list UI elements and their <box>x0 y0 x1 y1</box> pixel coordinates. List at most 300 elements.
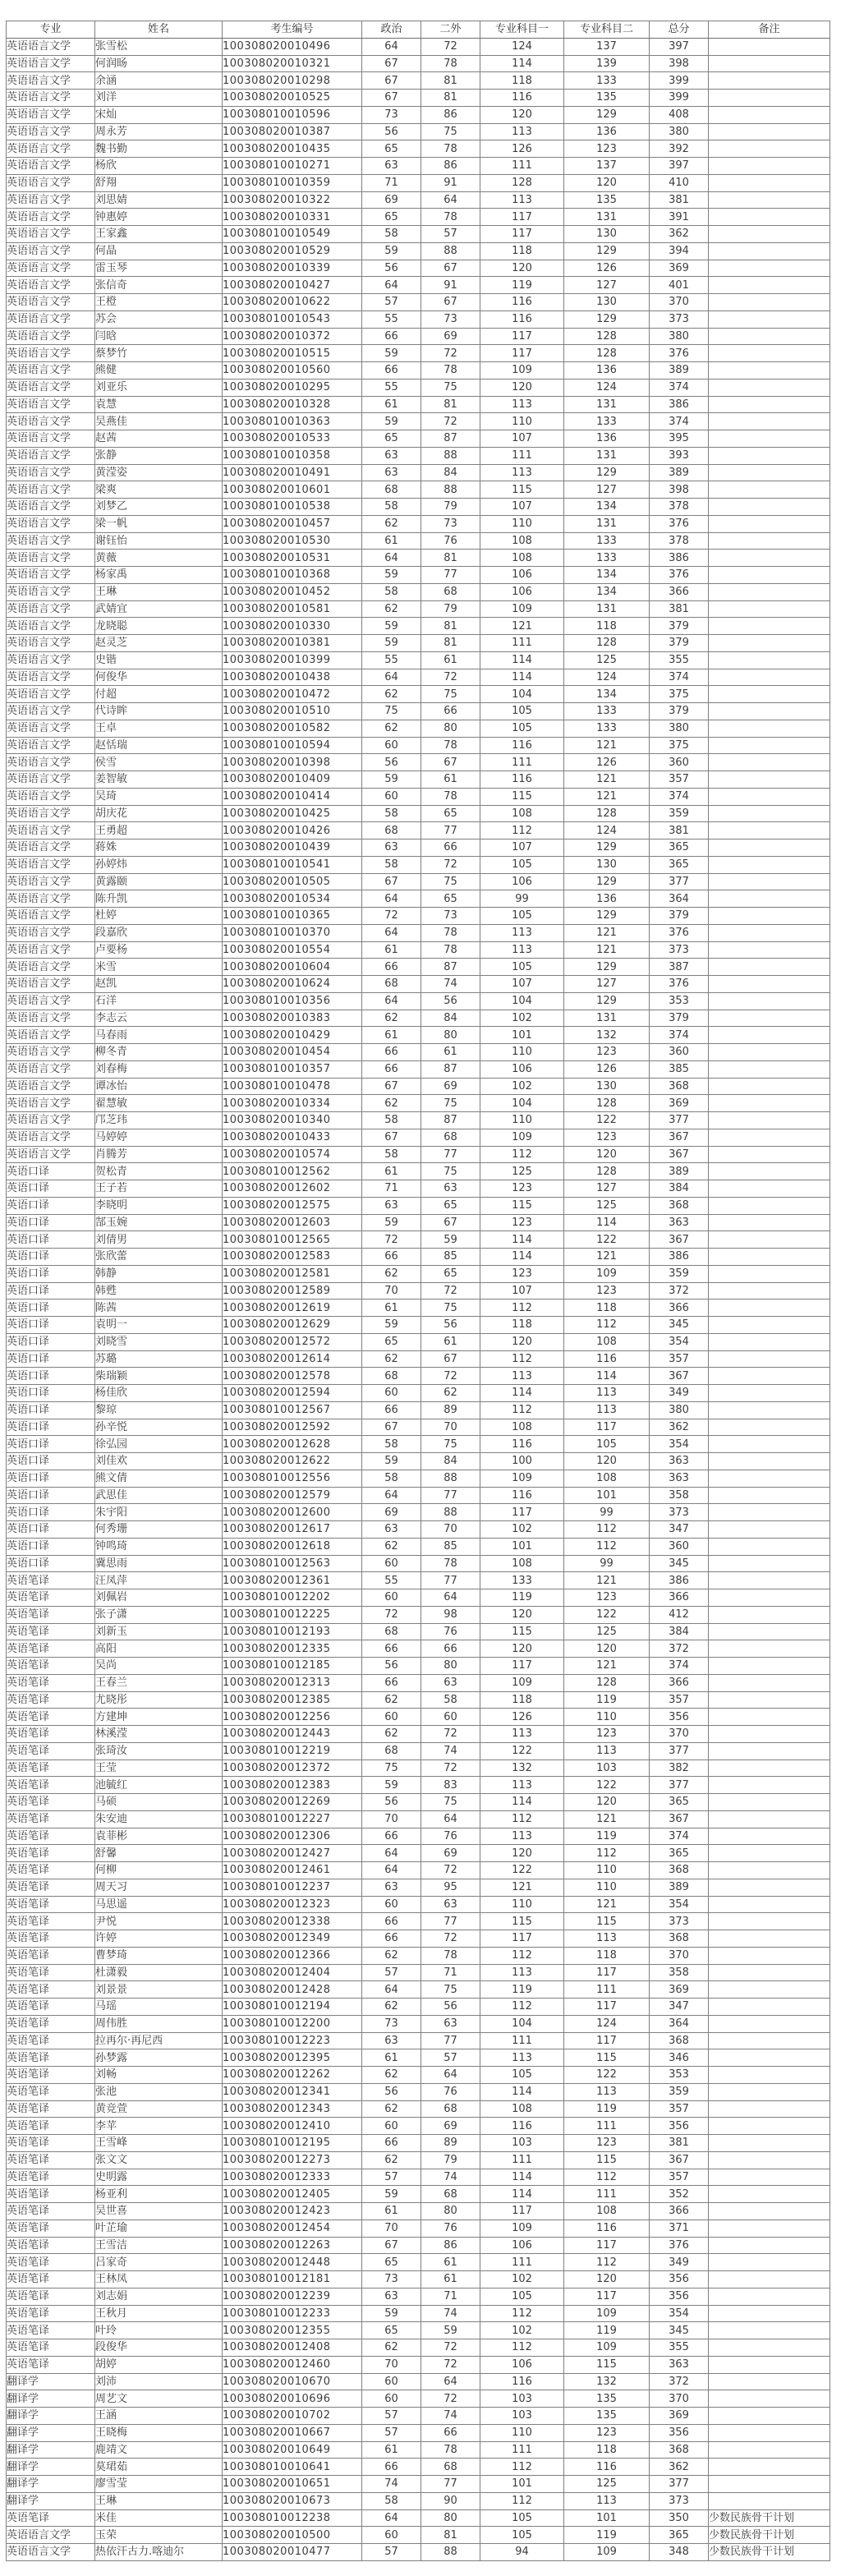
cell-candidate-id: 100308020012617 <box>223 1521 362 1539</box>
cell-second-foreign-language: 83 <box>421 1777 480 1794</box>
cell-name: 尤晓彤 <box>95 1691 223 1709</box>
cell-second-foreign-language: 91 <box>421 277 480 294</box>
cell-politics: 56 <box>362 260 421 277</box>
cell-politics: 62 <box>362 2100 421 2118</box>
cell-subject-two: 128 <box>564 635 650 652</box>
cell-subject-one: 111 <box>480 2151 564 2169</box>
cell-candidate-id: 100308020010426 <box>223 822 362 840</box>
table-row <box>7 1060 830 1078</box>
cell-politics: 65 <box>362 2322 421 2339</box>
cell-remark <box>709 1760 830 1777</box>
cell-candidate-id: 100308010010541 <box>223 856 362 873</box>
cell-politics: 64 <box>362 890 421 908</box>
cell-politics: 58 <box>362 805 421 822</box>
cell-subject-two: 121 <box>564 788 650 805</box>
cell-major: 英语语言文学 <box>7 669 95 686</box>
cell-second-foreign-language: 85 <box>421 1249 480 1266</box>
cell-subject-two: 136 <box>564 890 650 908</box>
cell-remark <box>709 158 830 175</box>
cell-candidate-id: 100308020012423 <box>223 2203 362 2220</box>
cell-politics: 60 <box>362 1896 421 1913</box>
cell-total-score: 365 <box>650 840 709 857</box>
table-row <box>7 515 830 532</box>
table-row <box>7 1470 830 1487</box>
cell-second-foreign-language: 87 <box>421 959 480 976</box>
cell-second-foreign-language: 72 <box>421 345 480 362</box>
cell-subject-two: 122 <box>564 1606 650 1623</box>
cell-total-score: 356 <box>650 2118 709 2135</box>
cell-total-score: 389 <box>650 362 709 380</box>
table-row <box>7 1010 830 1027</box>
table-row <box>7 2220 830 2237</box>
cell-politics: 62 <box>362 2339 421 2357</box>
cell-subject-two: 121 <box>564 941 650 959</box>
cell-subject-two: 121 <box>564 924 650 941</box>
cell-politics: 66 <box>362 1401 421 1419</box>
cell-major: 英语语言文学 <box>7 959 95 976</box>
cell-remark <box>709 2186 830 2203</box>
cell-subject-one: 102 <box>480 1010 564 1027</box>
cell-major: 英语口译 <box>7 1487 95 1504</box>
cell-candidate-id: 100308020010560 <box>223 362 362 380</box>
cell-second-foreign-language: 72 <box>421 1368 480 1385</box>
cell-subject-two: 136 <box>564 123 650 140</box>
cell-name: 张子潇 <box>95 1606 223 1623</box>
cell-total-score: 386 <box>650 1249 709 1266</box>
cell-second-foreign-language: 75 <box>421 1095 480 1112</box>
cell-major: 英语笔译 <box>7 2135 95 2152</box>
cell-remark <box>709 669 830 686</box>
cell-subject-two: 119 <box>564 2100 650 2118</box>
cell-candidate-id: 100308020010334 <box>223 1095 362 1112</box>
cell-politics: 67 <box>362 1129 421 1146</box>
cell-politics: 66 <box>362 2135 421 2152</box>
cell-candidate-id: 100308010012181 <box>223 2271 362 2288</box>
cell-second-foreign-language: 90 <box>421 2492 480 2509</box>
cell-major: 英语语言文学 <box>7 737 95 754</box>
cell-name: 廖雪莹 <box>95 2476 223 2493</box>
cell-name: 刘志娟 <box>95 2288 223 2305</box>
cell-major: 英语笔译 <box>7 1623 95 1640</box>
cell-remark <box>709 2151 830 2169</box>
cell-second-foreign-language: 67 <box>421 294 480 311</box>
cell-total-score: 373 <box>650 1504 709 1521</box>
cell-candidate-id: 100308020010624 <box>223 976 362 993</box>
cell-second-foreign-language: 68 <box>421 1129 480 1146</box>
cell-remark <box>709 2339 830 2357</box>
cell-subject-two: 133 <box>564 550 650 567</box>
cell-name: 方建坤 <box>95 1709 223 1726</box>
cell-second-foreign-language: 98 <box>421 1606 480 1623</box>
cell-politics: 66 <box>362 328 421 345</box>
cell-total-score: 374 <box>650 1658 709 1675</box>
cell-subject-one: 114 <box>480 2186 564 2203</box>
cell-second-foreign-language: 65 <box>421 1265 480 1282</box>
cell-politics: 64 <box>362 38 421 55</box>
cell-total-score: 395 <box>650 430 709 448</box>
cell-name: 王晓梅 <box>95 2424 223 2441</box>
cell-major: 英语口译 <box>7 1385 95 1402</box>
table-row <box>7 430 830 448</box>
cell-remark <box>709 38 830 55</box>
cell-politics: 64 <box>362 277 421 294</box>
cell-major: 英语笔译 <box>7 2509 95 2527</box>
cell-remark <box>709 2322 830 2339</box>
cell-candidate-id: 100308010010370 <box>223 924 362 941</box>
cell-subject-one: 115 <box>480 788 564 805</box>
cell-candidate-id: 100308020010477 <box>223 2544 362 2561</box>
cell-candidate-id: 100308020010381 <box>223 635 362 652</box>
cell-subject-one: 118 <box>480 1317 564 1334</box>
cell-candidate-id: 100308020012629 <box>223 1317 362 1334</box>
cell-candidate-id: 100308020012581 <box>223 1265 362 1282</box>
cell-name: 杜婷 <box>95 908 223 925</box>
cell-subject-one: 112 <box>480 2339 564 2357</box>
cell-politics: 60 <box>362 1555 421 1572</box>
cell-remark <box>709 1674 830 1691</box>
cell-second-foreign-language: 68 <box>421 2186 480 2203</box>
cell-remark <box>709 822 830 840</box>
cell-total-score: 381 <box>650 600 709 618</box>
cell-subject-two: 131 <box>564 396 650 413</box>
cell-subject-two: 129 <box>564 242 650 260</box>
cell-subject-one: 116 <box>480 1487 564 1504</box>
cell-second-foreign-language: 65 <box>421 1197 480 1214</box>
cell-subject-one: 109 <box>480 2220 564 2237</box>
cell-politics: 64 <box>362 1862 421 1879</box>
table-row <box>7 1027 830 1044</box>
cell-remark <box>709 686 830 703</box>
table-row <box>7 1947 830 1964</box>
cell-subject-two: 101 <box>564 1487 650 1504</box>
cell-major: 翻译学 <box>7 2424 95 2441</box>
cell-second-foreign-language: 84 <box>421 1453 480 1470</box>
cell-second-foreign-language: 80 <box>421 1658 480 1675</box>
cell-remark <box>709 2083 830 2100</box>
cell-second-foreign-language: 77 <box>421 1572 480 1589</box>
cell-remark <box>709 2254 830 2271</box>
cell-candidate-id: 100308020012575 <box>223 1197 362 1214</box>
cell-major: 英语笔译 <box>7 2237 95 2254</box>
cell-politics: 70 <box>362 2220 421 2237</box>
cell-name: 王子若 <box>95 1180 223 1198</box>
cell-second-foreign-language: 78 <box>421 140 480 158</box>
cell-major: 英语口译 <box>7 1317 95 1334</box>
table-row <box>7 140 830 158</box>
cell-politics: 59 <box>362 2186 421 2203</box>
table-row <box>7 1146 830 1163</box>
cell-name: 魏书勤 <box>95 140 223 158</box>
cell-candidate-id: 100308020012313 <box>223 1674 362 1691</box>
cell-major: 英语口译 <box>7 1401 95 1419</box>
cell-subject-two: 124 <box>564 379 650 396</box>
cell-subject-one: 106 <box>480 2356 564 2373</box>
cell-remark <box>709 1658 830 1675</box>
cell-candidate-id: 100308010010357 <box>223 1060 362 1078</box>
cell-remark <box>709 1487 830 1504</box>
cell-name: 韩甦 <box>95 1282 223 1300</box>
cell-name: 王雪洁 <box>95 2237 223 2254</box>
cell-name: 王莹 <box>95 1760 223 1777</box>
cell-total-score: 376 <box>650 567 709 584</box>
cell-total-score: 391 <box>650 209 709 226</box>
cell-major: 英语口译 <box>7 1350 95 1368</box>
cell-subject-one: 100 <box>480 1453 564 1470</box>
cell-name: 刘梦乙 <box>95 499 223 516</box>
cell-major: 英语口译 <box>7 1197 95 1214</box>
cell-candidate-id: 100308010010365 <box>223 908 362 925</box>
cell-subject-two: 129 <box>564 873 650 890</box>
cell-name: 吴燕佳 <box>95 413 223 430</box>
cell-major: 英语语言文学 <box>7 600 95 618</box>
cell-politics: 59 <box>362 2305 421 2322</box>
cell-name: 张欣蕾 <box>95 1249 223 1266</box>
cell-politics: 68 <box>362 1623 421 1640</box>
cell-subject-two: 119 <box>564 2527 650 2544</box>
cell-candidate-id: 100308020012269 <box>223 1794 362 1811</box>
cell-major: 英语口译 <box>7 1300 95 1317</box>
cell-subject-one: 105 <box>480 959 564 976</box>
cell-total-score: 367 <box>650 1146 709 1163</box>
table-row <box>7 992 830 1010</box>
cell-subject-two: 112 <box>564 2254 650 2271</box>
cell-subject-one: 108 <box>480 2100 564 2118</box>
cell-second-foreign-language: 70 <box>421 1521 480 1539</box>
cell-remark <box>709 737 830 754</box>
cell-candidate-id: 100308020012395 <box>223 2049 362 2067</box>
cell-major: 英语语言文学 <box>7 1060 95 1078</box>
cell-name: 黄竞萱 <box>95 2100 223 2118</box>
table-row <box>7 1623 830 1640</box>
cell-politics: 64 <box>362 1487 421 1504</box>
cell-remark <box>709 532 830 550</box>
cell-candidate-id: 100308020010399 <box>223 651 362 669</box>
table-row <box>7 38 830 55</box>
cell-subject-one: 110 <box>480 1044 564 1061</box>
cell-candidate-id: 100308020012335 <box>223 1640 362 1658</box>
cell-subject-one: 123 <box>480 1180 564 1198</box>
cell-remark <box>709 720 830 737</box>
cell-second-foreign-language: 86 <box>421 2237 480 2254</box>
cell-major: 英语笔译 <box>7 2220 95 2237</box>
cell-candidate-id: 100308020010331 <box>223 209 362 226</box>
cell-total-score: 365 <box>650 2527 709 2544</box>
cell-name: 王琳 <box>95 2492 223 2509</box>
cell-second-foreign-language: 80 <box>421 2509 480 2527</box>
cell-candidate-id: 100308020012383 <box>223 1777 362 1794</box>
cell-candidate-id: 100308010012193 <box>223 1623 362 1640</box>
cell-politics: 65 <box>362 430 421 448</box>
cell-subject-one: 101 <box>480 1027 564 1044</box>
cell-politics: 59 <box>362 1214 421 1231</box>
cell-major: 英语语言文学 <box>7 822 95 840</box>
cell-politics: 58 <box>362 1436 421 1453</box>
cell-remark <box>709 1010 830 1027</box>
cell-second-foreign-language: 72 <box>421 2390 480 2408</box>
cell-remark <box>709 1999 830 2016</box>
table-row <box>7 2544 830 2561</box>
table-row <box>7 481 830 499</box>
cell-candidate-id: 100308020010429 <box>223 1027 362 1044</box>
cell-total-score: 356 <box>650 2424 709 2441</box>
cell-subject-two: 112 <box>564 1521 650 1539</box>
cell-candidate-id: 100308020012263 <box>223 2237 362 2254</box>
cell-subject-two: 120 <box>564 174 650 191</box>
cell-politics: 68 <box>362 822 421 840</box>
cell-subject-one: 106 <box>480 2237 564 2254</box>
table-row <box>7 226 830 243</box>
cell-subject-one: 114 <box>480 1385 564 1402</box>
cell-total-score: 385 <box>650 1060 709 1078</box>
cell-major: 英语笔译 <box>7 2067 95 2084</box>
cell-total-score: 375 <box>650 686 709 703</box>
cell-total-score: 412 <box>650 1606 709 1623</box>
cell-politics: 65 <box>362 140 421 158</box>
cell-remark <box>709 1589 830 1607</box>
cell-subject-one: 117 <box>480 328 564 345</box>
cell-name: 杜潇毅 <box>95 1964 223 1981</box>
cell-subject-one: 107 <box>480 840 564 857</box>
cell-politics: 60 <box>362 737 421 754</box>
cell-total-score: 370 <box>650 2390 709 2408</box>
cell-subject-two: 134 <box>564 499 650 516</box>
cell-second-foreign-language: 66 <box>421 703 480 720</box>
table-row <box>7 1606 830 1623</box>
cell-remark <box>709 1964 830 1981</box>
cell-candidate-id: 100308020012628 <box>223 1436 362 1453</box>
cell-name: 刘倩男 <box>95 1231 223 1249</box>
cell-subject-one: 113 <box>480 464 564 481</box>
cell-total-score: 377 <box>650 1112 709 1129</box>
cell-second-foreign-language: 74 <box>421 2169 480 2186</box>
cell-candidate-id: 100308020012578 <box>223 1368 362 1385</box>
cell-subject-one: 107 <box>480 976 564 993</box>
cell-name: 周永芳 <box>95 123 223 140</box>
cell-name: 袁慧 <box>95 396 223 413</box>
cell-major: 英语语言文学 <box>7 2544 95 2561</box>
cell-subject-one: 115 <box>480 1913 564 1930</box>
cell-remark <box>709 2015 830 2032</box>
cell-name: 张静 <box>95 447 223 464</box>
cell-politics: 72 <box>362 1606 421 1623</box>
cell-name: 陈茜 <box>95 1300 223 1317</box>
cell-second-foreign-language: 75 <box>421 1794 480 1811</box>
cell-total-score: 364 <box>650 2015 709 2032</box>
table-row <box>7 1385 830 1402</box>
table-row <box>7 1521 830 1539</box>
cell-candidate-id: 100308020012349 <box>223 1930 362 1948</box>
cell-second-foreign-language: 75 <box>421 379 480 396</box>
cell-remark <box>709 924 830 941</box>
cell-major: 英语口译 <box>7 1333 95 1350</box>
cell-major: 英语笔译 <box>7 1794 95 1811</box>
cell-politics: 56 <box>362 1658 421 1675</box>
cell-total-score: 373 <box>650 1913 709 1930</box>
cell-major: 英语口译 <box>7 1163 95 1180</box>
cell-subject-one: 103 <box>480 2135 564 2152</box>
cell-remark <box>709 754 830 771</box>
cell-second-foreign-language: 78 <box>421 362 480 380</box>
cell-total-score: 365 <box>650 1794 709 1811</box>
cell-second-foreign-language: 80 <box>421 720 480 737</box>
cell-politics: 56 <box>362 1794 421 1811</box>
cell-remark <box>709 226 830 243</box>
cell-major: 英语笔译 <box>7 1640 95 1658</box>
cell-subject-two: 122 <box>564 1112 650 1129</box>
cell-second-foreign-language: 68 <box>421 583 480 600</box>
cell-second-foreign-language: 69 <box>421 1078 480 1095</box>
cell-second-foreign-language: 77 <box>421 1913 480 1930</box>
cell-candidate-id: 100308020012262 <box>223 2067 362 2084</box>
table-row <box>7 737 830 754</box>
cell-candidate-id: 100308020012454 <box>223 2220 362 2237</box>
table-row <box>7 600 830 618</box>
cell-total-score: 386 <box>650 1572 709 1589</box>
cell-remark <box>709 1385 830 1402</box>
cell-second-foreign-language: 61 <box>421 2254 480 2271</box>
header-subject-one: 专业科目一 <box>480 21 564 39</box>
cell-major: 英语语言文学 <box>7 464 95 481</box>
cell-remark <box>709 209 830 226</box>
header-major: 专业 <box>7 21 95 39</box>
table-row <box>7 2254 830 2271</box>
cell-remark <box>709 1453 830 1470</box>
table-row <box>7 2032 830 2049</box>
cell-candidate-id: 100308010012202 <box>223 1589 362 1607</box>
cell-politics: 67 <box>362 90 421 107</box>
table-row <box>7 1828 830 1845</box>
cell-name: 杨亚利 <box>95 2186 223 2203</box>
table-row <box>7 1419 830 1436</box>
cell-subject-one: 111 <box>480 635 564 652</box>
cell-subject-one: 117 <box>480 2203 564 2220</box>
table-row <box>7 720 830 737</box>
cell-major: 英语语言文学 <box>7 242 95 260</box>
cell-total-score: 379 <box>650 1010 709 1027</box>
cell-subject-one: 117 <box>480 209 564 226</box>
cell-politics: 57 <box>362 2544 421 2561</box>
cell-name: 冀思雨 <box>95 1555 223 1572</box>
cell-subject-two: 128 <box>564 805 650 822</box>
cell-remark <box>709 1538 830 1555</box>
cell-major: 英语笔译 <box>7 1879 95 1896</box>
cell-second-foreign-language: 75 <box>421 1436 480 1453</box>
cell-subject-one: 112 <box>480 1401 564 1419</box>
table-row <box>7 2203 830 2220</box>
cell-remark <box>709 90 830 107</box>
cell-subject-two: 125 <box>564 2476 650 2493</box>
cell-subject-two: 109 <box>564 2544 650 2561</box>
cell-subject-two: 117 <box>564 2288 650 2305</box>
cell-total-score: 345 <box>650 1555 709 1572</box>
cell-candidate-id: 100308020012579 <box>223 1487 362 1504</box>
cell-name: 黎琼 <box>95 1401 223 1419</box>
cell-second-foreign-language: 81 <box>421 550 480 567</box>
cell-name: 米雪 <box>95 959 223 976</box>
cell-remark <box>709 2373 830 2390</box>
cell-total-score: 356 <box>650 1709 709 1726</box>
cell-remark <box>709 260 830 277</box>
cell-major: 英语语言文学 <box>7 430 95 448</box>
cell-subject-one: 108 <box>480 532 564 550</box>
cell-subject-one: 119 <box>480 277 564 294</box>
cell-major: 英语笔译 <box>7 2032 95 2049</box>
cell-second-foreign-language: 80 <box>421 2203 480 2220</box>
cell-subject-one: 122 <box>480 1862 564 1879</box>
cell-total-score: 360 <box>650 754 709 771</box>
cell-remark <box>709 1555 830 1572</box>
cell-remark <box>709 2305 830 2322</box>
